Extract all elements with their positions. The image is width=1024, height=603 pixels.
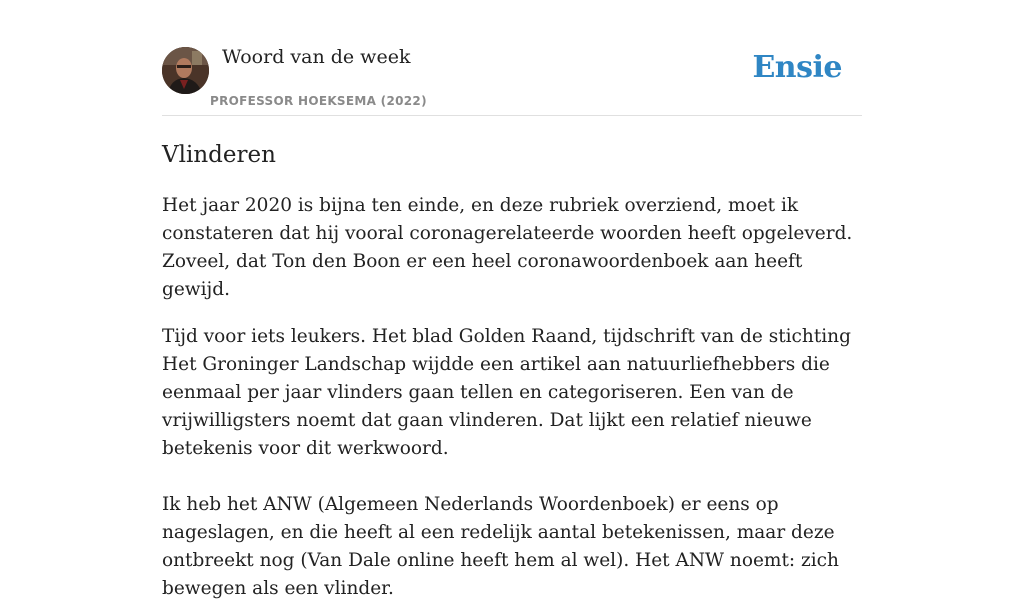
article-header	[162, 0, 862, 116]
avatar-portrait-icon	[162, 47, 209, 94]
article-paragraph-2: Tijd voor iets leukers. Het blad Golden Raand, tijdschrift van de stichting Het Groninger Landschap wijdde een artikel aan natuurliefhebbers die eenmaal per jaar vlinders gaan tellen en categoriseren. Een van de vrijwilligsters noemt dat gaan vlinderen. Dat lijkt een relatief nieuwe betekenis voor dit werkwoord.	[162, 326, 851, 459]
article-title: Vlinderen	[162, 142, 276, 168]
series-title[interactable]: Woord van de week	[222, 46, 411, 68]
article-page	[162, 0, 862, 603]
author-name[interactable]: PROFESSOR HOEKSEMA (2022)	[210, 94, 427, 108]
article-paragraph-3: Ik heb het ANW (Algemeen Nederlands Woordenboek) er eens op nageslagen, en die heeft al een redelijk aantal betekenissen, maar deze ontbreekt nog (Van Dale online heeft hem al wel). Het ANW noemt: zich bewegen als een vlinder.	[162, 494, 839, 599]
article-paragraph-1: Het jaar 2020 is bijna ten einde, en deze rubriek overziend, moet ik constateren dat hij vooral coronagerelateerde woorden heeft opgeleverd. Zoveel, dat Ton den Boon er een heel coronawoordenboek aan heeft gewijd.	[162, 195, 853, 300]
author-avatar[interactable]	[162, 47, 209, 94]
brand-logo[interactable]: Ensie	[752, 50, 842, 85]
